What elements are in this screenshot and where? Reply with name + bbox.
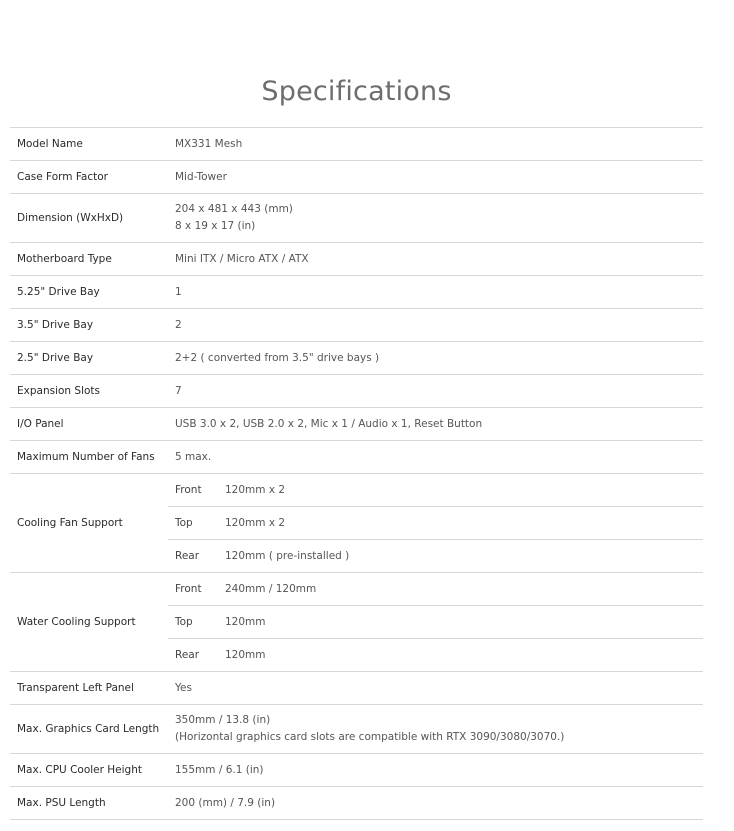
spec-value: 120mm (218, 639, 703, 672)
page-title: Specifications (261, 76, 452, 108)
spec-value-line: 204 x 481 x 443 (mm) (175, 203, 293, 215)
spec-value: 200 (mm) / 7.9 (in) (168, 787, 703, 820)
spec-value: 120mm x 2 (218, 474, 703, 507)
spec-label: Maximum Number of Fans (10, 441, 168, 474)
spec-value: 120mm (218, 606, 703, 639)
spec-row-io-panel (10, 408, 703, 441)
spec-row-bay-525 (10, 276, 703, 309)
spec-row-motherboard (10, 243, 703, 276)
spec-value: 5 max. (168, 441, 703, 474)
spec-sub-label: Front (168, 573, 218, 606)
spec-label: Dimension (WxHxD) (10, 194, 168, 243)
specifications-table (10, 127, 703, 820)
spec-value: Mini ITX / Micro ATX / ATX (168, 243, 703, 276)
spec-row-max-fans (10, 441, 703, 474)
spec-value-line: (Horizontal graphics card slots are compatible with RTX 3090/3080/3070.) (175, 731, 565, 743)
spec-value: 2 (168, 309, 703, 342)
spec-value: 120mm ( pre-installed ) (218, 540, 703, 573)
spec-sub-label: Top (168, 606, 218, 639)
spec-value: 120mm x 2 (218, 507, 703, 540)
spec-value: 1 (168, 276, 703, 309)
spec-value: Yes (168, 672, 703, 705)
spec-label: Motherboard Type (10, 243, 168, 276)
spec-label: Model Name (10, 128, 168, 161)
spec-row-bay-35 (10, 309, 703, 342)
spec-row-cooling-fan-front (10, 474, 703, 507)
spec-label: 3.5" Drive Bay (10, 309, 168, 342)
spec-value: Mid-Tower (168, 161, 703, 194)
spec-sub-label: Rear (168, 639, 218, 672)
spec-value-line: 8 x 19 x 17 (in) (175, 220, 256, 232)
spec-value: 155mm / 6.1 (in) (168, 754, 703, 787)
spec-label: Transparent Left Panel (10, 672, 168, 705)
spec-value (168, 705, 703, 754)
spec-row-left-panel (10, 672, 703, 705)
spec-label: Water Cooling Support (10, 573, 168, 672)
spec-value-line: 350mm / 13.8 (in) (175, 714, 271, 726)
spec-sub-label: Front (168, 474, 218, 507)
spec-row-model-name (10, 128, 703, 161)
spec-label: I/O Panel (10, 408, 168, 441)
spec-sub-label: Rear (168, 540, 218, 573)
spec-row-psu-length (10, 787, 703, 820)
spec-label: 2.5" Drive Bay (10, 342, 168, 375)
spec-label: Case Form Factor (10, 161, 168, 194)
spec-label: Max. Graphics Card Length (10, 705, 168, 754)
spec-value: 2+2 ( converted from 3.5" drive bays ) (168, 342, 703, 375)
spec-label: 5.25" Drive Bay (10, 276, 168, 309)
spec-value: USB 3.0 x 2, USB 2.0 x 2, Mic x 1 / Audio x 1, Reset Button (168, 408, 703, 441)
spec-value: MX331 Mesh (168, 128, 703, 161)
spec-row-gpu-length (10, 705, 703, 754)
spec-value (168, 194, 703, 243)
spec-label: Cooling Fan Support (10, 474, 168, 573)
spec-row-bay-25 (10, 342, 703, 375)
spec-row-expansion (10, 375, 703, 408)
spec-label: Max. CPU Cooler Height (10, 754, 168, 787)
spec-value: 7 (168, 375, 703, 408)
spec-sub-label: Top (168, 507, 218, 540)
spec-row-form-factor (10, 161, 703, 194)
spec-label: Max. PSU Length (10, 787, 168, 820)
spec-value: 240mm / 120mm (218, 573, 703, 606)
spec-label: Expansion Slots (10, 375, 168, 408)
spec-row-water-cooling-front (10, 573, 703, 606)
spec-row-dimension (10, 194, 703, 243)
spec-row-cpu-cooler (10, 754, 703, 787)
